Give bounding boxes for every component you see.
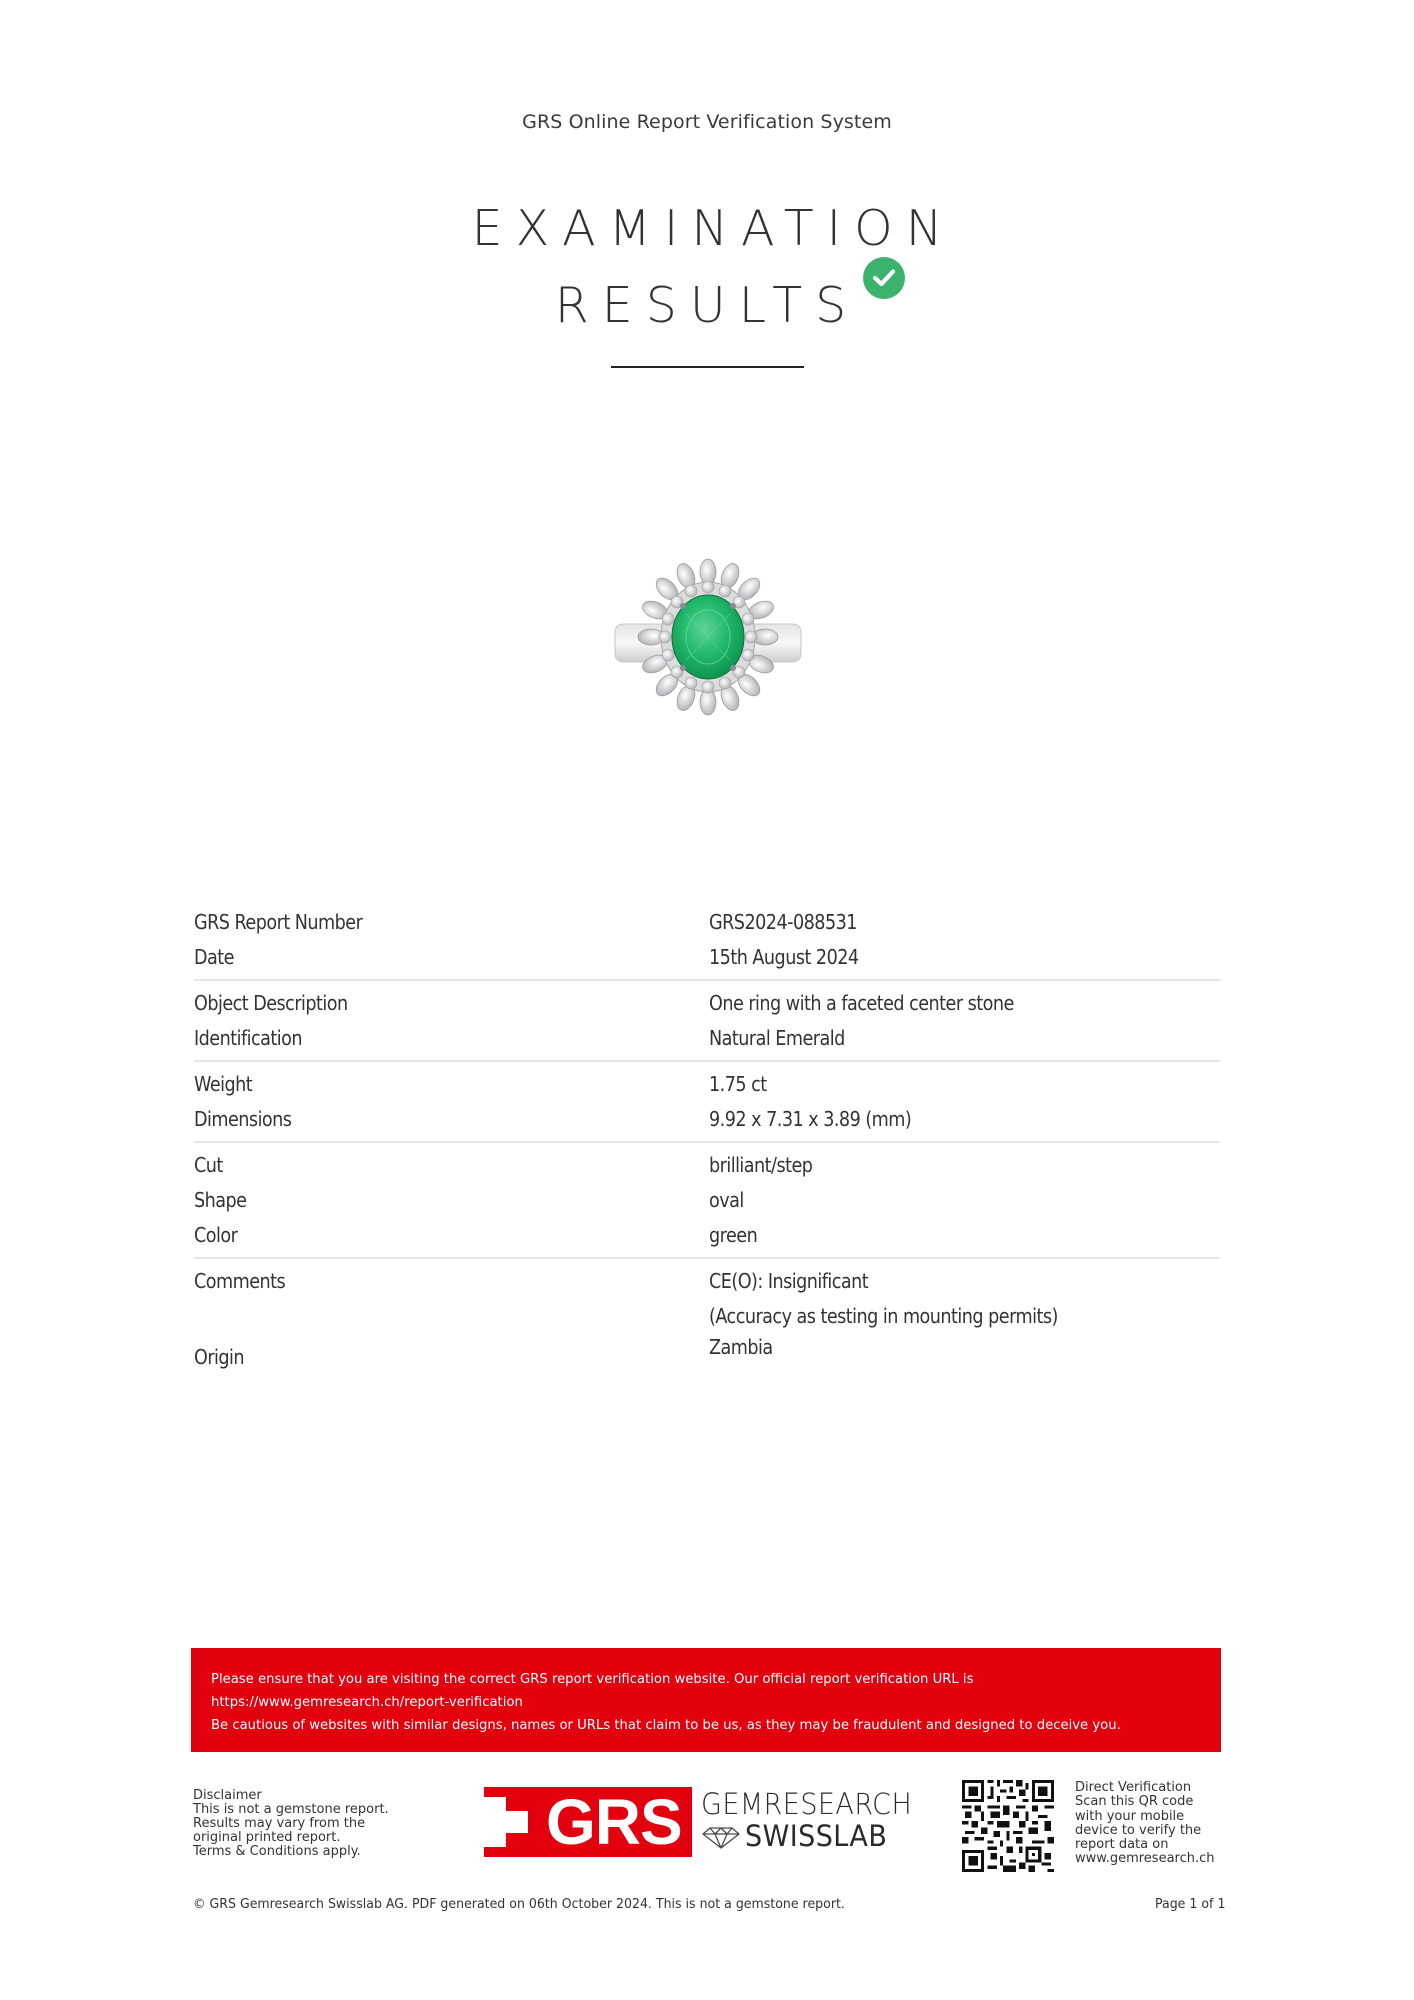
table-group-identification <box>194 981 1220 1062</box>
row-label: Dimensions <box>194 1106 292 1131</box>
row-value: CE(O): Insignificant <box>709 1268 869 1293</box>
verification-line: device to verify the <box>1075 1822 1202 1838</box>
verification-line: Scan this QR code <box>1075 1794 1194 1810</box>
disclaimer-title: Disclaimer <box>193 1788 262 1803</box>
table-row <box>194 1333 1220 1371</box>
copyright-text: © GRS Gemresearch Swisslab AG. PDF generated on 06th October 2024. This is not a gemstone report. <box>193 1896 845 1912</box>
table-row <box>194 1263 1220 1298</box>
table-row <box>194 1101 1220 1136</box>
table-row <box>194 1020 1220 1055</box>
row-value: oval <box>709 1187 744 1212</box>
row-label: Origin <box>194 1345 245 1369</box>
table-group-comments <box>194 1259 1220 1376</box>
verification-url-link[interactable]: https://www.gemresearch.ch/report-verification <box>211 1695 523 1710</box>
page-number: Page 1 of 1 <box>1155 1896 1226 1912</box>
warning-text: Please ensure that you are visiting the correct GRS report verification website. Our official report verification URL is <box>211 1672 974 1687</box>
website-link[interactable]: www.gemresearch.ch <box>1075 1851 1215 1867</box>
swiss-cross-icon-bar <box>484 1811 528 1833</box>
row-label: Object Description <box>194 990 348 1015</box>
system-title: GRS Online Report Verification System <box>522 111 892 133</box>
row-value: brilliant/step <box>709 1152 813 1177</box>
grs-logo <box>484 1787 692 1857</box>
row-value: One ring with a faceted center stone <box>709 990 1014 1015</box>
fraud-warning-banner <box>191 1648 1221 1752</box>
page-title-line1: EXAMINATION <box>471 200 956 257</box>
terms-link[interactable]: Terms & Conditions apply. <box>193 1844 361 1859</box>
row-value: 15th August 2024 <box>709 944 859 969</box>
table-group-measurements <box>194 1062 1220 1143</box>
disclaimer <box>193 1789 389 1859</box>
table-group-report <box>194 900 1220 981</box>
page-title-line2: RESULTS <box>554 277 860 334</box>
row-value: (Accuracy as testing in mounting permits) <box>709 1303 1058 1328</box>
row-value: 9.92 x 7.31 x 3.89 (mm) <box>709 1106 912 1131</box>
table-row <box>194 985 1220 1020</box>
table-row <box>194 1298 1220 1333</box>
direct-verification-text <box>1075 1781 1215 1867</box>
table-row <box>194 1182 1220 1217</box>
row-label: Cut <box>194 1152 223 1177</box>
row-label: GRS Report Number <box>194 909 363 934</box>
row-label: Identification <box>194 1025 303 1050</box>
table-row <box>194 1066 1220 1101</box>
logo-letters: GRS <box>546 1786 682 1858</box>
row-label: Color <box>194 1222 238 1247</box>
disclaimer-line: Results may vary from the <box>193 1816 366 1831</box>
diamond-icon <box>701 1826 741 1855</box>
row-value: GRS2024-088531 <box>709 909 857 934</box>
row-value: Zambia <box>709 1335 773 1359</box>
qr-code[interactable] <box>962 1780 1054 1872</box>
row-label: Date <box>194 944 234 969</box>
row-value: 1.75 ct <box>709 1071 767 1096</box>
row-value: green <box>709 1222 758 1247</box>
logo-text-swisslab: SWISSLAB <box>745 1819 888 1853</box>
verification-title: Direct Verification <box>1075 1780 1192 1795</box>
table-row <box>194 1217 1220 1252</box>
table-row <box>194 939 1220 974</box>
verification-line: with your mobile <box>1075 1808 1185 1824</box>
row-label: Comments <box>194 1268 286 1293</box>
table-row <box>194 904 1220 939</box>
report-details-table <box>194 900 1220 1376</box>
logo-text-gemresearch: GEMRESEARCH <box>701 1787 913 1821</box>
gemstone-photo <box>613 556 803 718</box>
warning-text: Be cautious of websites with similar designs, names or URLs that claim to be us, as they may be fraudulent and designed to deceive you. <box>211 1718 1121 1733</box>
check-circle-icon <box>863 257 905 299</box>
row-label: Weight <box>194 1071 253 1096</box>
table-row <box>194 1147 1220 1182</box>
table-group-appearance <box>194 1143 1220 1259</box>
verification-line: report data on <box>1075 1837 1169 1853</box>
title-divider <box>611 366 804 368</box>
row-label: Shape <box>194 1187 247 1212</box>
disclaimer-line: original printed report. <box>193 1830 341 1845</box>
row-value: Natural Emerald <box>709 1025 845 1050</box>
disclaimer-line: This is not a gemstone report. <box>193 1802 389 1817</box>
